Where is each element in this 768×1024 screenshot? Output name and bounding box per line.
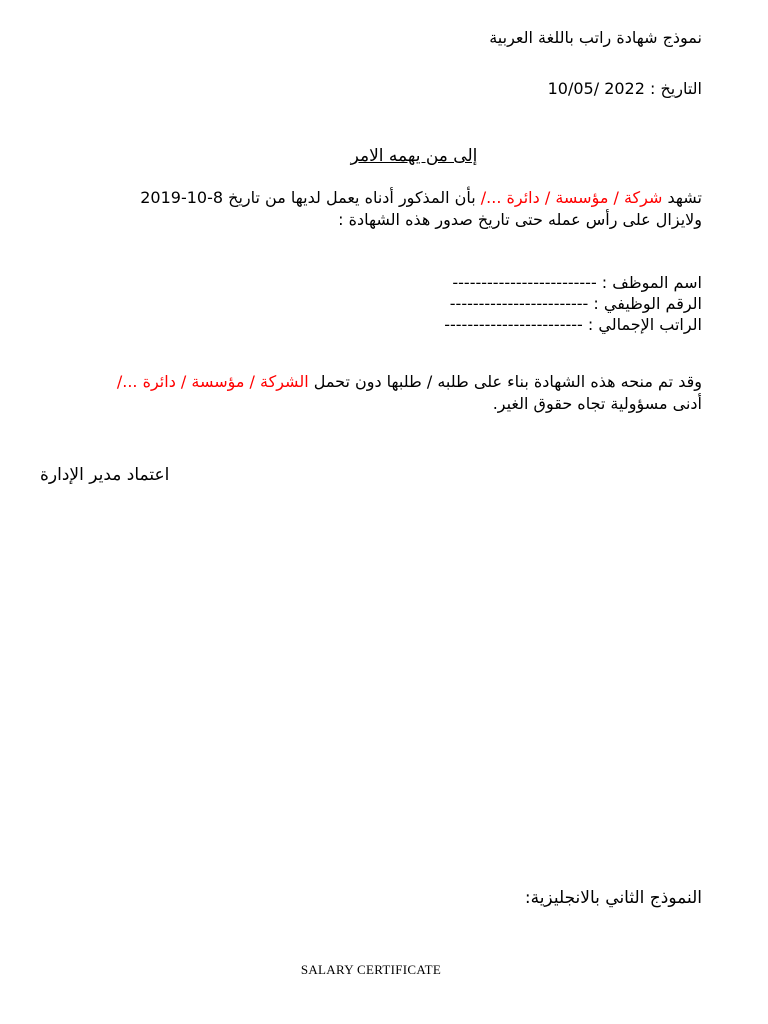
- paragraph-1-prefix: تشهد: [667, 188, 702, 207]
- employee-name-field: اسم الموظف : -------------------------: [452, 273, 702, 292]
- date-line: التاريخ : 2022 /10/05: [547, 79, 702, 98]
- paragraph-1-line-1: [140, 188, 702, 208]
- paragraph-2-line-2: أدنى مسؤولية تجاه حقوق الغير.: [492, 394, 702, 413]
- approval-signature-label: اعتماد مدير الإدارة: [40, 465, 170, 485]
- total-salary-field: الراتب الإجمالي : ------------------------: [444, 315, 702, 334]
- document-title: نموذج شهادة راتب باللغة العربية: [489, 28, 702, 47]
- paragraph-2-entity: الشركة / مؤسسة / دائرة .../: [116, 372, 309, 391]
- to-whom-heading: إلى من يهمه الامر: [350, 146, 478, 166]
- second-model-heading: النموذج الثاني بالانجليزية:: [524, 888, 702, 908]
- paragraph-1-entity: شركة / مؤسسة / دائرة .../: [480, 188, 663, 207]
- paragraph-1-line-2: ولايزال على رأس عمله حتى تاريخ صدور هذه الشهادة :: [338, 210, 702, 229]
- job-number-field: الرقم الوظيفي : ------------------------: [449, 294, 702, 313]
- paragraph-1-suffix: بأن المذكور أدناه يعمل لديها من تاريخ 8-10-2019: [140, 188, 476, 207]
- paragraph-2-prefix: وقد تم منحه هذه الشهادة بناء على طلبه / طلبها دون تحمل: [313, 372, 702, 391]
- english-certificate-title: SALARY CERTIFICATE: [300, 962, 442, 977]
- paragraph-2-line-1: [117, 372, 702, 392]
